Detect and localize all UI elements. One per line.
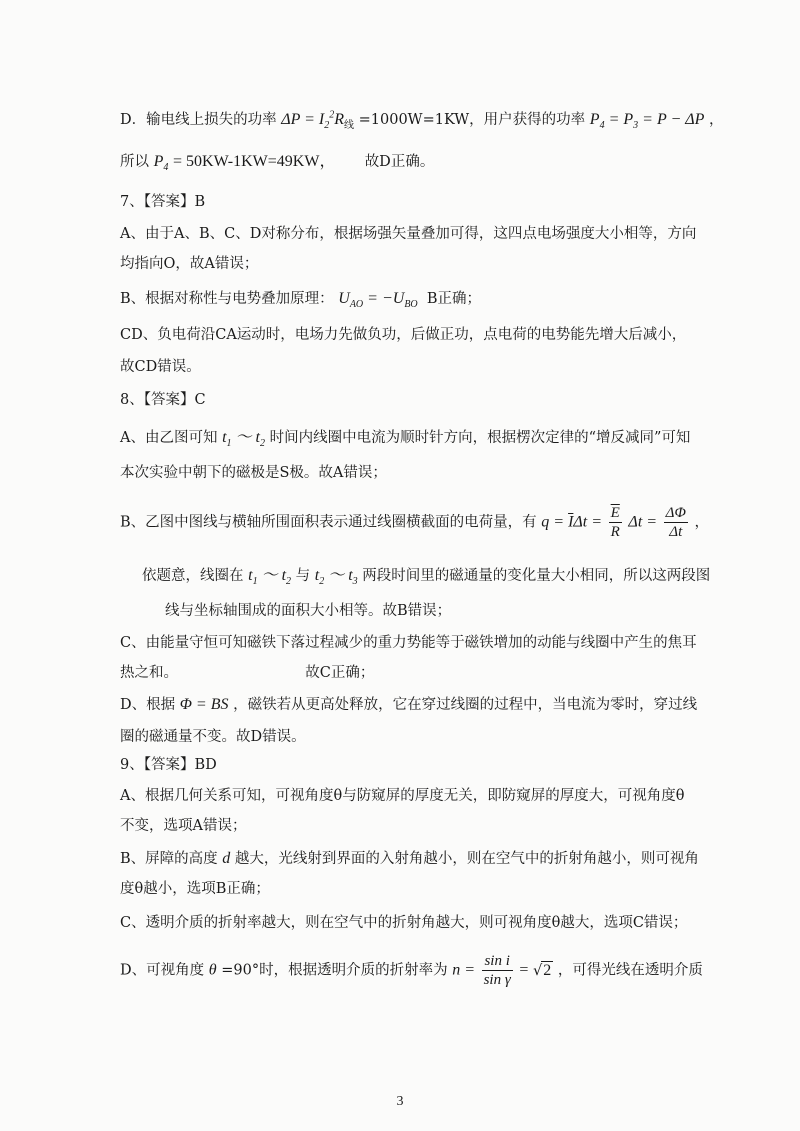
formula-n: n =: [452, 961, 475, 979]
text: B、屏障的高度: [120, 851, 218, 867]
q8-option-d-line1: [120, 695, 697, 715]
text: D、可视角度: [120, 962, 205, 979]
text: 故C正确；: [305, 665, 375, 681]
text: D、根据: [120, 697, 176, 713]
text: 依题意，线圈在: [142, 568, 244, 584]
q9-heading: 9、【答案】BD: [120, 757, 217, 773]
q8-option-b-line3: 线与坐标轴围成的面积大小相等。故B错误；: [165, 603, 452, 619]
q8-option-c-line1: C、由能量守恒可知磁铁下落过程减少的重力势能等于磁铁增加的动能与线圈中产生的焦耳: [120, 635, 697, 651]
q8-option-b-line1: [120, 504, 709, 541]
line-6d-result: [120, 152, 434, 172]
formula-phi-bs: Φ = BS: [179, 696, 229, 713]
fraction-sini-over-sinr: $\frac{\text{sin i}}{\text{sin γ}}$: [483, 953, 511, 988]
formula-theta: θ: [208, 961, 217, 979]
text: 所以: [120, 154, 149, 170]
text: =90°时，根据透明介质的折射率为: [221, 962, 448, 979]
page-number: 3: [396, 1094, 404, 1109]
q7-heading: 7、【答案】B: [120, 194, 206, 210]
formula-p4-symbol: $P_4$: [153, 153, 169, 174]
q8-option-a-line2: 本次实验中朝下的磁极是S极。故A错误；: [120, 465, 387, 481]
q7-option-b: [120, 289, 481, 309]
text: B正确；: [426, 291, 482, 307]
formula-t1-t2: $t_1$ ～ $t_2$: [222, 429, 265, 450]
text: A、由乙图可知: [120, 430, 218, 446]
line-6d-power-loss: [120, 110, 724, 130]
radical-sign: √: [533, 962, 543, 979]
q7-option-a-line1: A、由于A、B、C、D对称分布，根据场强矢量叠加可得，这四点电场强度大小相等，方向: [120, 226, 697, 242]
text: B、根据对称性与电势叠加原理：: [120, 291, 334, 307]
text: ，: [709, 112, 724, 128]
text: D．输电线上损失的功率: [120, 112, 277, 128]
q9-option-a-line2: 不变，选项A错误；: [120, 818, 247, 834]
text: 热之和。: [120, 665, 178, 681]
text: ，可得光线在透明介质: [557, 962, 703, 979]
text: B、乙图中图线与横轴所围面积表示通过线圈横截面的电荷量，有: [120, 514, 537, 531]
q9-option-b-line2: 度θ越小，选项B正确；: [120, 881, 270, 897]
q7-option-cd-line1: CD、负电荷沿CA运动时，电场力先做负功，后做正功，点电荷的电势能先增大后减小，: [120, 327, 687, 343]
text: 与: [295, 568, 311, 584]
q8-option-d-line2: 圈的磁通量不变。故D错误。: [120, 729, 306, 745]
q7-option-cd-line2: 故CD错误。: [120, 359, 201, 375]
fraction-e-over-r: $\frac{\overline{E}}{R}$: [610, 505, 620, 540]
q7-option-a-line2: 均指向O，故A错误；: [120, 256, 259, 272]
text: ，: [694, 514, 710, 531]
q8-option-b-line2: [142, 566, 710, 586]
text: =1000W=1KW，用户获得的功率: [358, 112, 586, 128]
fraction-dphi-over-dt: $\frac{\Delta\Phi}{\Delta t}$: [665, 505, 686, 540]
q9-option-a-line1: A、根据几何关系可知，可视角度θ与防窥屏的厚度无关，即防窥屏的厚度大，可视角度θ: [120, 788, 685, 804]
text: 故D正确。: [364, 154, 435, 170]
formula-t1-t2: $t_1$ ～ $t_2$: [248, 567, 292, 588]
formula-uao: $U_{AO} = -U_{BO}$: [338, 290, 418, 311]
q8-heading: 8、【答案】C: [120, 392, 206, 408]
text: = 50KW-1KW=49KW，: [173, 153, 336, 170]
text: 越大，光线射到界面的入射角越小，则在空气中的折射角越小，则可视角: [234, 851, 699, 867]
formula-dt: Δt =: [628, 513, 658, 531]
formula-t2-t3: $t_2$ ～ $t_3$: [314, 567, 358, 588]
q9-option-b-line1: [120, 849, 699, 869]
text: ，磁铁若从更高处释放，它在穿过线圈的过程中，当电流为零时，穿过线: [233, 697, 698, 713]
q9-option-c-line1: C、透明介质的折射率越大，则在空气中的折射角越大，则可视角度θ越大，选项C错误；: [120, 915, 688, 931]
formula-sqrt2: 2: [543, 961, 552, 979]
formula-q-equals: $q = \overline{I}\Delta t$ =: [541, 513, 603, 531]
q8-option-c-line2: [120, 663, 374, 683]
text: 时间内线圈中电流为顺时针方向，根据楞次定律的“增反减同”可知: [269, 430, 691, 446]
formula-equals: =: [519, 961, 529, 979]
text: 两段时间里的磁通量的变化量大小相同，所以这两段图: [362, 568, 711, 584]
formula-d: d: [222, 850, 231, 867]
formula-delta-p: $\Delta P = I_2^2R_线$: [281, 109, 355, 132]
formula-p4: $P_4 = P_3 = P - \Delta P$: [589, 111, 705, 132]
q9-option-d-line1: [120, 952, 703, 989]
q8-option-a-line1: [120, 428, 690, 448]
